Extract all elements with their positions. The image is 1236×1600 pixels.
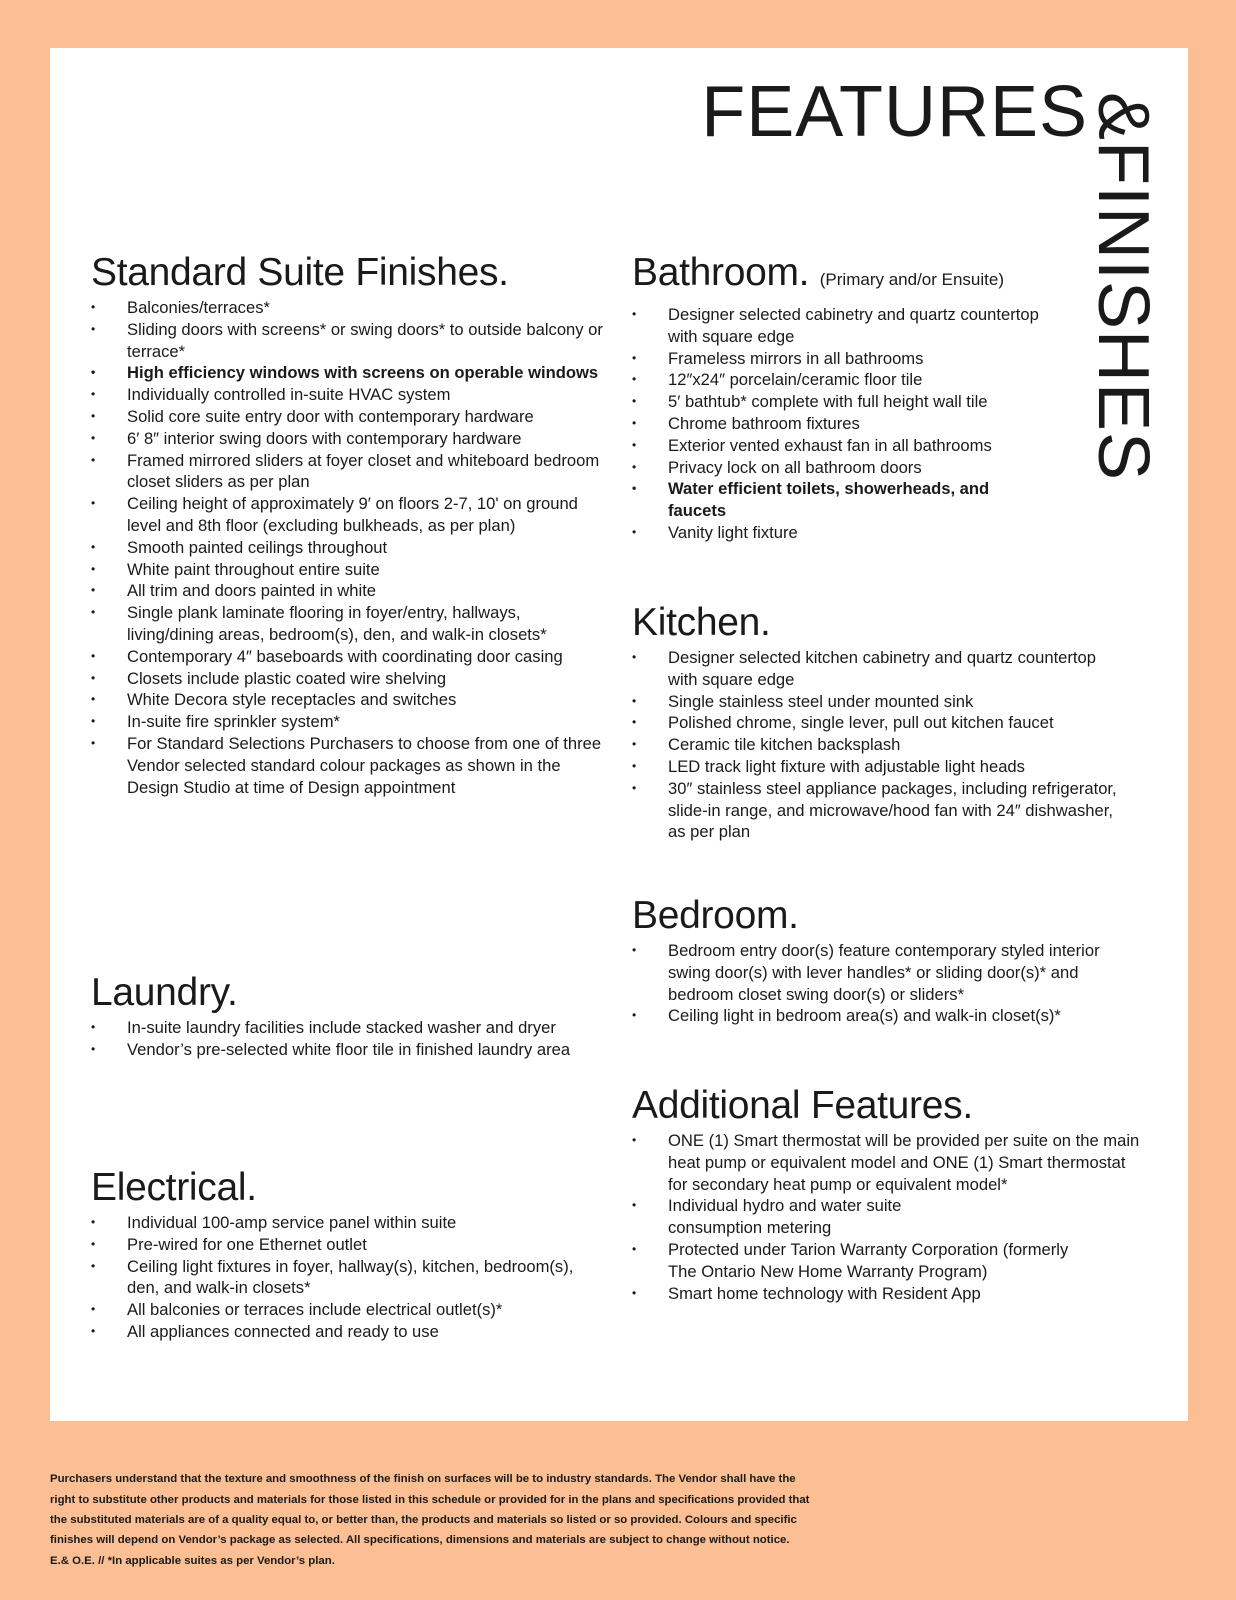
title-finishes: FINISHES xyxy=(1083,141,1163,482)
list-item: • LED track light fixture with adjustable light heads xyxy=(632,756,1122,778)
list-item: • All appliances connected and ready to use xyxy=(91,1321,591,1343)
list-item: • Designer selected kitchen cabinetry and quartz countertop with square edge xyxy=(632,647,1122,691)
list-item: • Designer selected cabinetry and quartz countertop with square edge xyxy=(632,304,1052,348)
section-heading: Laundry. xyxy=(91,971,238,1014)
list-item: • Individually controlled in-suite HVAC system xyxy=(91,384,611,406)
list-item: • Polished chrome, single lever, pull out kitchen faucet xyxy=(632,712,1122,734)
section-electrical xyxy=(91,1166,591,1343)
list-item: • Protected under Tarion Warranty Corporation (formerly The Ontario New Home Warranty Program) xyxy=(632,1239,1098,1283)
page-title xyxy=(701,72,1088,152)
list-item: • Balconies/terraces* xyxy=(91,297,611,319)
list-item: • Ceiling height of approximately 9′ on floors 2-7, 10' on ground level and 8th floor (excluding bulkheads, as per plan) xyxy=(91,493,611,537)
feature-list xyxy=(91,297,611,798)
list-item: • Individual 100-amp service panel within suite xyxy=(91,1212,591,1234)
list-item: • Closets include plastic coated wire shelving xyxy=(91,668,611,690)
feature-list xyxy=(632,647,1122,843)
list-item: • White Decora style receptacles and switches xyxy=(91,689,611,711)
section-heading xyxy=(632,251,1052,302)
list-item: • High efficiency windows with screens on operable windows xyxy=(91,362,611,384)
list-item: • Vanity light fixture xyxy=(632,522,1052,544)
title-features: FEATURES xyxy=(701,72,1088,152)
list-item: • ONE (1) Smart thermostat will be provided per suite on the main heat pump or equivalent model and ONE (1) Smart thermostat for secondary heat pump or equivalent model* xyxy=(632,1130,1147,1195)
list-item: • Smart home technology with Resident App xyxy=(632,1283,1147,1305)
section-heading: Standard Suite Finishes. xyxy=(91,251,509,294)
list-item: • Ceiling light fixtures in foyer, hallway(s), kitchen, bedroom(s), den, and walk-in closets* xyxy=(91,1256,591,1300)
feature-list xyxy=(632,304,1052,544)
section-kitchen xyxy=(632,601,1122,843)
list-item: • 6′ 8″ interior swing doors with contemporary hardware xyxy=(91,428,611,450)
feature-list xyxy=(91,1017,571,1061)
list-item: • Exterior vented exhaust fan in all bathrooms xyxy=(632,435,1052,457)
list-item: • 30″ stainless steel appliance packages, including refrigerator, slide-in range, and microwave/hood fan with 24″ dishwasher, as per plan xyxy=(632,778,1122,843)
list-item: • For Standard Selections Purchasers to choose from one of three Vendor selected standard colour packages as shown in the Design Studio at time of Design appointment xyxy=(91,733,611,798)
list-item: • Pre-wired for one Ethernet outlet xyxy=(91,1234,591,1256)
disclaimer-text: Purchasers understand that the texture and smoothness of the finish on surfaces will be to industry standards. The Vendor shall have the right to substitute other products and materials for those listed in this schedule or provided for in the plans and specifications provided that the substituted materials are of a quality equal to, or better than, the products and materials so listed or so provided. Colours and specific finishes will depend on Vendor’s package as selected. All specifications, dimensions and materials are subject to change without notice. E.& O.E. // *In applicable suites as per Vendor’s plan. xyxy=(50,1473,810,1567)
section-heading: Bedroom. xyxy=(632,894,799,937)
list-item: • Single stainless steel under mounted sink xyxy=(632,691,1122,713)
list-item: • In-suite fire sprinkler system* xyxy=(91,711,611,733)
feature-list xyxy=(91,1212,591,1343)
section-heading: Kitchen. xyxy=(632,601,771,644)
list-item: • Water efficient toilets, showerheads, and faucets xyxy=(632,478,998,522)
heading-text: Bathroom. xyxy=(632,251,810,294)
list-item: • Frameless mirrors in all bathrooms xyxy=(632,348,1052,370)
feature-list xyxy=(632,940,1122,1027)
list-item: • Chrome bathroom fixtures xyxy=(632,413,1052,435)
list-item: • Ceramic tile kitchen backsplash xyxy=(632,734,1122,756)
list-item: • All balconies or terraces include electrical outlet(s)* xyxy=(91,1299,591,1321)
title-ampersand: & xyxy=(1083,92,1163,142)
section-laundry xyxy=(91,971,571,1061)
list-item: • White paint throughout entire suite xyxy=(91,559,611,581)
list-item: • Privacy lock on all bathroom doors xyxy=(632,457,1052,479)
heading-subtitle: (Primary and/or Ensuite) xyxy=(819,270,1004,289)
section-heading: Electrical. xyxy=(91,1166,257,1209)
list-item: • 5′ bathtub* complete with full height wall tile xyxy=(632,391,1052,413)
list-item: • Vendor’s pre-selected white floor tile in finished laundry area xyxy=(91,1039,571,1061)
list-item: • Smooth painted ceilings throughout xyxy=(91,537,611,559)
list-item: • Ceiling light in bedroom area(s) and walk-in closet(s)* xyxy=(632,1005,1122,1027)
list-item: • Framed mirrored sliders at foyer closet and whiteboard bedroom closet sliders as per plan xyxy=(91,450,611,494)
list-item: • Bedroom entry door(s) feature contemporary styled interior swing door(s) with lever handles* or sliding door(s)* and bedroom closet swing door(s) or sliders* xyxy=(632,940,1122,1005)
feature-list xyxy=(632,1130,1147,1304)
section-bedroom xyxy=(632,894,1122,1027)
section-standard-suite-finishes xyxy=(91,251,611,798)
list-item: • In-suite laundry facilities include stacked washer and dryer xyxy=(91,1017,571,1039)
list-item: • Individual hydro and water suite consumption metering xyxy=(632,1195,968,1239)
section-bathroom xyxy=(632,251,1052,544)
section-additional-features xyxy=(632,1084,1147,1304)
list-item: • Contemporary 4″ baseboards with coordinating door casing xyxy=(91,646,611,668)
list-item: • Sliding doors with screens* or swing doors* to outside balcony or terrace* xyxy=(91,319,611,363)
list-item: • Solid core suite entry door with contemporary hardware xyxy=(91,406,611,428)
list-item: • Single plank laminate flooring in foyer/entry, hallways, living/dining areas, bedroom(s), den, and walk-in closets* xyxy=(91,602,611,646)
page-title-vertical xyxy=(1083,92,1163,482)
section-heading: Additional Features. xyxy=(632,1084,973,1127)
list-item: • All trim and doors painted in white xyxy=(91,580,611,602)
list-item: • 12″x24″ porcelain/ceramic floor tile xyxy=(632,369,1052,391)
